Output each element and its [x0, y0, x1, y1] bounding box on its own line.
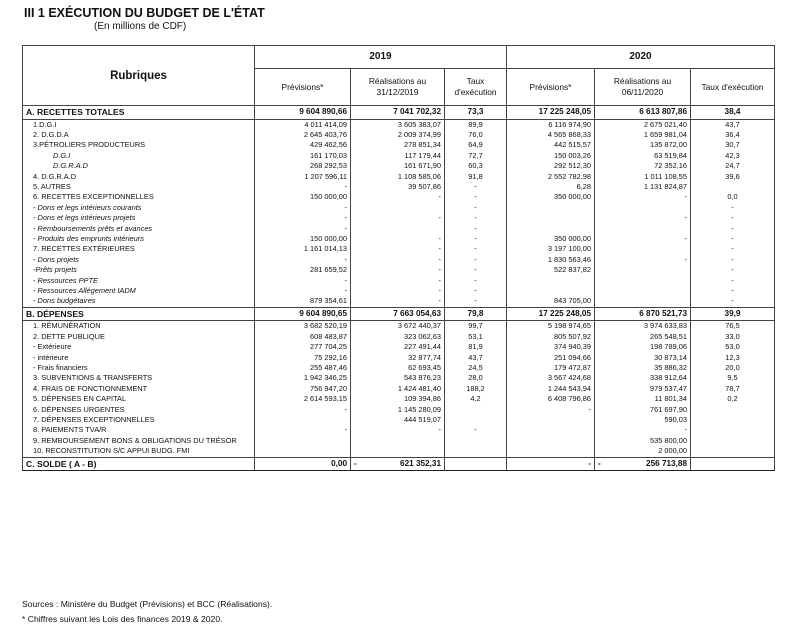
row-cell: 0,0: [691, 192, 775, 202]
row-cell: 11 801,34: [595, 394, 691, 404]
row-cell: 338 912,64: [595, 373, 691, 383]
table-row: [23, 106, 775, 120]
row-cell: 53,1: [445, 332, 507, 342]
row-cell: 39 507,86: [351, 182, 445, 192]
row-cell: 150 003,26: [507, 151, 595, 161]
row-cell: 2 009 374,99: [351, 130, 445, 140]
row-cell: 53,0: [691, 342, 775, 352]
row-cell: -: [445, 276, 507, 286]
row-cell: -: [691, 213, 775, 223]
header-taux-2019: Taux d'exécution: [445, 69, 507, 106]
footnote-source: Sources : Ministère du Budget (Prévisions) et BCC (Réalisations).: [22, 599, 273, 609]
row-label: 7. RECETTES EXTÉRIEURES: [23, 244, 255, 254]
row-cell: -: [255, 224, 351, 234]
row-cell: 7 663 054,63: [351, 307, 445, 321]
row-cell: 91,8: [445, 172, 507, 182]
row-cell: 0,00: [255, 457, 351, 471]
row-cell: 6 613 807,86: [595, 106, 691, 120]
row-label: 4. D.G.R.A.D: [23, 172, 255, 182]
table-body: [23, 106, 775, 471]
row-label: - Produits des emprunts intérieurs: [23, 234, 255, 244]
row-cell: 4 565 868,33: [507, 130, 595, 140]
row-cell: 33,0: [691, 332, 775, 342]
row-cell: 1 145 280,09: [351, 405, 445, 415]
row-label: - Ressources PPTE: [23, 276, 255, 286]
row-label: 3. SUBVENTIONS & TRANSFERTS: [23, 373, 255, 383]
row-cell: 3 567 424,68: [507, 373, 595, 383]
row-cell: 135 872,00: [595, 140, 691, 150]
row-cell: 9 604 890,66: [255, 106, 351, 120]
row-cell: 2 675 021,40: [595, 119, 691, 130]
row-cell: 109 394,86: [351, 394, 445, 404]
row-cell: -: [691, 255, 775, 265]
row-cell: [507, 224, 595, 234]
row-cell: 78,7: [691, 384, 775, 394]
row-cell: 150 000,00: [255, 192, 351, 202]
row-label: - Extérieure: [23, 342, 255, 352]
row-cell: 36,4: [691, 130, 775, 140]
row-cell: -: [445, 224, 507, 234]
row-cell: [507, 276, 595, 286]
row-cell: -: [351, 192, 445, 202]
row-cell: [507, 286, 595, 296]
table-row: [23, 265, 775, 275]
row-cell: 251 094,66: [507, 353, 595, 363]
row-cell: -: [351, 255, 445, 265]
row-cell: -: [691, 296, 775, 307]
negative-sign: -: [354, 458, 357, 468]
row-cell: 117 179,44: [351, 151, 445, 161]
row-cell: 442 515,57: [507, 140, 595, 150]
footnote-note: * Chiffres suivant les Lois des finances 2019 & 2020.: [22, 614, 223, 624]
row-cell: [351, 203, 445, 213]
row-cell: [507, 436, 595, 446]
row-label: 1. RÉMUNÉRATION: [23, 321, 255, 332]
row-cell: 608 483,87: [255, 332, 351, 342]
row-cell: -: [691, 286, 775, 296]
row-cell: -: [351, 213, 445, 223]
row-cell: 24,5: [445, 363, 507, 373]
row-cell: 43,7: [691, 119, 775, 130]
table-row: [23, 353, 775, 363]
row-cell: [445, 446, 507, 457]
row-cell: 43,7: [445, 353, 507, 363]
row-cell: 150 000,00: [255, 234, 351, 244]
table-row: [23, 425, 775, 435]
table-row: [23, 224, 775, 234]
table-row: [23, 172, 775, 182]
row-cell: 1 011 108,55: [595, 172, 691, 182]
table-row: [23, 244, 775, 254]
row-cell: 17 225 248,05: [507, 106, 595, 120]
row-cell: [595, 457, 691, 471]
row-cell: 3 672 440,37: [351, 321, 445, 332]
row-label: - Ressources Allégement IADM: [23, 286, 255, 296]
row-cell: [595, 224, 691, 234]
row-label: B. DÉPENSES: [23, 307, 255, 321]
table-row: [23, 182, 775, 192]
row-cell: 0,2: [691, 394, 775, 404]
row-cell: 161 170,03: [255, 151, 351, 161]
row-cell: [445, 457, 507, 471]
row-label: 9. REMBOURSEMENT BONS & OBLIGATIONS DU TRÉSOR: [23, 436, 255, 446]
row-cell: [255, 446, 351, 457]
row-cell: 2 645 403,76: [255, 130, 351, 140]
row-cell: 429 462,56: [255, 140, 351, 150]
row-cell: [691, 436, 775, 446]
row-cell: 17 225 248,05: [507, 307, 595, 321]
table-row: [23, 394, 775, 404]
row-cell: 5 198 974,65: [507, 321, 595, 332]
row-cell: [507, 425, 595, 435]
table-row: [23, 140, 775, 150]
header-rubriques: Rubriques: [23, 46, 255, 106]
row-cell: 444 519,07: [351, 415, 445, 425]
row-cell: 73,3: [445, 106, 507, 120]
table-row: [23, 373, 775, 383]
row-label: D.G.R.A.D: [23, 161, 255, 171]
row-label: 2. D.G.D.A: [23, 130, 255, 140]
row-cell: 4 011 414,09: [255, 119, 351, 130]
row-cell: [595, 244, 691, 254]
row-cell: [351, 436, 445, 446]
row-cell: 761 697,90: [595, 405, 691, 415]
row-cell: -: [255, 213, 351, 223]
row-cell: 1 108 585,06: [351, 172, 445, 182]
row-cell: 879 354,61: [255, 296, 351, 307]
row-cell: 20,0: [691, 363, 775, 373]
table-row: [23, 234, 775, 244]
row-cell: -: [351, 296, 445, 307]
row-cell: -: [445, 244, 507, 254]
row-cell: -: [445, 425, 507, 435]
row-cell: -: [351, 286, 445, 296]
row-cell: 522 837,82: [507, 265, 595, 275]
row-label: 5. DÉPENSES EN CAPITAL: [23, 394, 255, 404]
row-cell: 188,2: [445, 384, 507, 394]
row-cell: -: [255, 425, 351, 435]
row-cell: 756 947,20: [255, 384, 351, 394]
row-label: D.G.I: [23, 151, 255, 161]
row-cell: [351, 224, 445, 234]
header-previsions-2019: Prévisions*: [255, 69, 351, 106]
row-cell: 3 974 633,83: [595, 321, 691, 332]
table-row: [23, 192, 775, 202]
row-cell: 198 789,06: [595, 342, 691, 352]
row-cell: 64,9: [445, 140, 507, 150]
row-cell: -: [445, 203, 507, 213]
row-cell: -: [595, 192, 691, 202]
table-row: [23, 436, 775, 446]
row-cell: [691, 457, 775, 471]
row-cell: 35 886,32: [595, 363, 691, 373]
row-cell: -: [445, 286, 507, 296]
row-cell: [507, 213, 595, 223]
row-cell: [691, 446, 775, 457]
table-row: [23, 203, 775, 213]
row-cell: -: [595, 213, 691, 223]
table-row: [23, 130, 775, 140]
row-cell: [691, 425, 775, 435]
row-cell: 1 659 981,04: [595, 130, 691, 140]
row-cell: 277 704,25: [255, 342, 351, 352]
row-cell: 281 659,52: [255, 265, 351, 275]
negative-sign: -: [598, 458, 601, 468]
row-label: C. SOLDE ( A - B): [23, 457, 255, 471]
table-row: [23, 276, 775, 286]
row-cell: 6,28: [507, 182, 595, 192]
row-cell: 39,9: [691, 307, 775, 321]
row-label: 3.PÉTROLIERS PRODUCTEURS: [23, 140, 255, 150]
row-cell: [691, 182, 775, 192]
table-row: [23, 296, 775, 307]
row-cell: 590,03: [595, 415, 691, 425]
table-row: [23, 255, 775, 265]
row-cell: -: [595, 234, 691, 244]
row-cell: 75 292,16: [255, 353, 351, 363]
row-cell: 1 244 543,94: [507, 384, 595, 394]
row-cell: 255 487,46: [255, 363, 351, 373]
table-row: [23, 405, 775, 415]
row-label: 6. DÉPENSES URGENTES: [23, 405, 255, 415]
row-cell: 76,0: [445, 130, 507, 140]
row-label: - Remboursements prêts et avances: [23, 224, 255, 234]
row-cell: 6 870 521,73: [595, 307, 691, 321]
row-cell: 350 000,00: [507, 234, 595, 244]
row-cell: 24,7: [691, 161, 775, 171]
row-label: 8. PAIEMENTS TVA/R: [23, 425, 255, 435]
row-cell: [691, 415, 775, 425]
row-cell: -: [595, 255, 691, 265]
row-cell: 30,7: [691, 140, 775, 150]
row-cell: [595, 296, 691, 307]
page-subtitle: (En millions de CDF): [94, 21, 187, 32]
row-cell: 12,3: [691, 353, 775, 363]
row-cell: -: [351, 425, 445, 435]
row-label: - Dons projets: [23, 255, 255, 265]
row-cell: 89,9: [445, 119, 507, 130]
table-row: [23, 119, 775, 130]
page-title: III 1 EXÉCUTION DU BUDGET DE L'ÉTAT: [24, 6, 265, 20]
table-row: [23, 321, 775, 332]
row-label: 2. DETTE PUBLIQUE: [23, 332, 255, 342]
row-cell: [255, 415, 351, 425]
table-row: [23, 446, 775, 457]
row-cell: -: [691, 276, 775, 286]
row-cell: -: [255, 276, 351, 286]
table-row: [23, 151, 775, 161]
row-cell: 6 408 796,86: [507, 394, 595, 404]
header-realisations-2020: Réalisations au 06/11/2020: [595, 69, 691, 106]
row-cell: -: [507, 405, 595, 415]
row-cell: 292 512,30: [507, 161, 595, 171]
row-cell: [595, 276, 691, 286]
row-cell: [351, 457, 445, 471]
row-cell: 323 062,63: [351, 332, 445, 342]
row-cell: -: [445, 182, 507, 192]
row-cell: -: [445, 296, 507, 307]
row-cell: 1 131 824,87: [595, 182, 691, 192]
row-cell: -: [255, 182, 351, 192]
row-cell: -: [691, 203, 775, 213]
row-label: 5. AUTRES: [23, 182, 255, 192]
row-cell: 72 352,16: [595, 161, 691, 171]
row-cell: 6 116 974,90: [507, 119, 595, 130]
row-cell: [445, 415, 507, 425]
table-row: [23, 161, 775, 171]
row-cell: 543 876,23: [351, 373, 445, 383]
table-row: [23, 384, 775, 394]
header-year-2020: 2020: [507, 46, 775, 69]
row-cell: 32 877,74: [351, 353, 445, 363]
cell-value: 621 352,31: [400, 458, 441, 468]
row-cell: -: [691, 224, 775, 234]
row-cell: [445, 405, 507, 415]
row-cell: -: [445, 234, 507, 244]
row-cell: 63 519,84: [595, 151, 691, 161]
budget-table: [22, 45, 775, 471]
table-row: [23, 286, 775, 296]
row-cell: 278 851,34: [351, 140, 445, 150]
row-label: -Prêts projets: [23, 265, 255, 275]
row-cell: 62 693,45: [351, 363, 445, 373]
row-cell: -: [351, 234, 445, 244]
row-cell: 99,7: [445, 321, 507, 332]
cell-value: 256 713,88: [646, 458, 687, 468]
table-row: [23, 342, 775, 352]
row-cell: -: [351, 276, 445, 286]
row-cell: 42,3: [691, 151, 775, 161]
row-label: - Dons et legs intérieurs projets: [23, 213, 255, 223]
row-cell: [255, 436, 351, 446]
row-cell: 535 800,00: [595, 436, 691, 446]
row-cell: 76,5: [691, 321, 775, 332]
row-cell: 843 705,00: [507, 296, 595, 307]
row-cell: 1 207 596,11: [255, 172, 351, 182]
row-cell: [507, 446, 595, 457]
row-cell: -: [255, 286, 351, 296]
row-cell: 179 472,87: [507, 363, 595, 373]
row-cell: -: [445, 213, 507, 223]
table-row: [23, 457, 775, 471]
row-cell: -: [445, 255, 507, 265]
row-cell: [507, 415, 595, 425]
row-label: 4. FRAIS DE FONCTIONNEMENT: [23, 384, 255, 394]
row-cell: 30 873,14: [595, 353, 691, 363]
row-cell: 268 292,53: [255, 161, 351, 171]
row-cell: 2 552 782,98: [507, 172, 595, 182]
row-cell: -: [445, 192, 507, 202]
row-cell: -: [691, 234, 775, 244]
row-cell: 1 161 014,13: [255, 244, 351, 254]
row-cell: 1 424 481,40: [351, 384, 445, 394]
row-cell: -: [595, 425, 691, 435]
row-label: 6. RECETTES EXCEPTIONNELLES: [23, 192, 255, 202]
row-cell: 2 000,00: [595, 446, 691, 457]
row-cell: 3 197 100,00: [507, 244, 595, 254]
row-cell: 805 507,92: [507, 332, 595, 342]
row-cell: 1 830 563,46: [507, 255, 595, 265]
header-year-2019: 2019: [255, 46, 507, 69]
row-label: 7. DÉPENSES EXCEPTIONNELLES: [23, 415, 255, 425]
row-cell: -: [351, 244, 445, 254]
row-cell: 9 604 890,65: [255, 307, 351, 321]
row-cell: 3 682 520,19: [255, 321, 351, 332]
row-label: - Frais financiers: [23, 363, 255, 373]
row-cell: 265 548,51: [595, 332, 691, 342]
row-cell: -: [691, 265, 775, 275]
row-cell: [507, 203, 595, 213]
row-cell: 3 605 383,07: [351, 119, 445, 130]
table-row: [23, 213, 775, 223]
header-realisations-2019: Réalisations au 31/12/2019: [351, 69, 445, 106]
row-cell: -: [255, 405, 351, 415]
row-cell: -: [255, 203, 351, 213]
row-cell: 28,0: [445, 373, 507, 383]
row-cell: 39,6: [691, 172, 775, 182]
row-cell: 979 537,47: [595, 384, 691, 394]
table-row: [23, 307, 775, 321]
table-row: [23, 332, 775, 342]
row-label: - intérieure: [23, 353, 255, 363]
row-label: 1.D.G.I: [23, 119, 255, 130]
row-cell: -: [351, 265, 445, 275]
row-cell: [595, 265, 691, 275]
row-cell: 79,8: [445, 307, 507, 321]
row-cell: 81,9: [445, 342, 507, 352]
row-label: - Dons budgétaires: [23, 296, 255, 307]
row-cell: 4,2: [445, 394, 507, 404]
row-label: 10. RECONSTITUTION S/C APPUI BUDG. FMI: [23, 446, 255, 457]
header-previsions-2020: Prévisions*: [507, 69, 595, 106]
header-taux-2020: Taux d'exécution: [691, 69, 775, 106]
row-cell: 2 614 593,15: [255, 394, 351, 404]
row-cell: [595, 286, 691, 296]
row-cell: [691, 405, 775, 415]
row-cell: 60,3: [445, 161, 507, 171]
row-cell: -: [507, 457, 595, 471]
row-cell: [595, 203, 691, 213]
row-cell: 1 942 346,25: [255, 373, 351, 383]
row-label: - Dons et legs intérieurs courants: [23, 203, 255, 213]
row-cell: 38,4: [691, 106, 775, 120]
table-row: [23, 415, 775, 425]
table-row: [23, 363, 775, 373]
row-cell: 161 671,90: [351, 161, 445, 171]
row-cell: 374 940,39: [507, 342, 595, 352]
row-cell: 9,5: [691, 373, 775, 383]
row-label: A. RECETTES TOTALES: [23, 106, 255, 120]
row-cell: 350 000,00: [507, 192, 595, 202]
row-cell: -: [445, 265, 507, 275]
row-cell: 227 491,44: [351, 342, 445, 352]
row-cell: 7 041 702,32: [351, 106, 445, 120]
row-cell: -: [691, 244, 775, 254]
row-cell: 72,7: [445, 151, 507, 161]
row-cell: [445, 436, 507, 446]
row-cell: [351, 446, 445, 457]
row-cell: -: [255, 255, 351, 265]
